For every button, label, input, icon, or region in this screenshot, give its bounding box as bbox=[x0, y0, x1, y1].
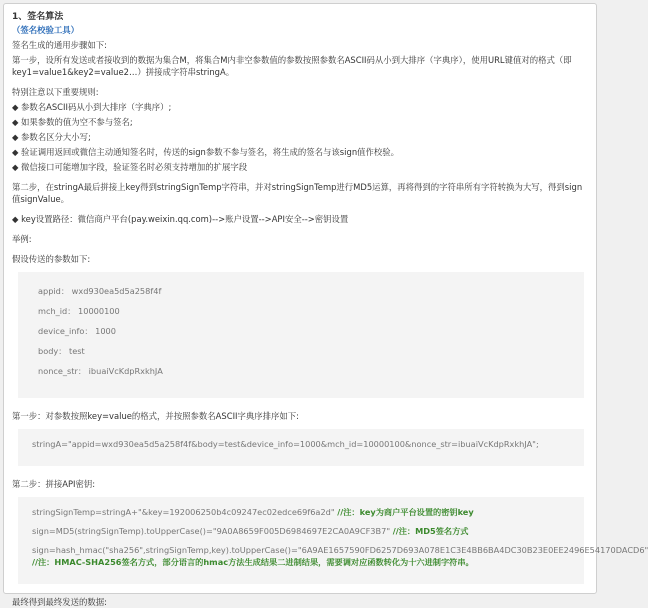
rules-list bbox=[12, 101, 588, 173]
step1-text: 第一步，设所有发送或者接收到的数据为集合M，将集合M内非空参数值的参数按照参数名ASCII码从小到大排序（字典序），使用URL键值对的格式（即key1=value1&key2=value2…）拼接成字符串stringA。 bbox=[12, 55, 572, 77]
example-step1-text: 第一步：对参数按照key=value的格式，并按照参数名ASCII字典序排序如下: bbox=[12, 411, 299, 421]
example-label: 举例: bbox=[12, 234, 32, 244]
param-line: nonce_str： ibuaiVcKdpRxkhJA bbox=[38, 366, 163, 376]
intro-text: 签名生成的通用步骤如下: bbox=[12, 40, 107, 50]
sign-code-box bbox=[18, 497, 648, 584]
section-heading: 1、签名算法 bbox=[12, 12, 64, 22]
signature-tool-link[interactable]: （签名校验工具） bbox=[12, 25, 79, 35]
document-content bbox=[4, 4, 648, 608]
param-line: appid： wxd930ea5d5a258f4f bbox=[38, 286, 162, 296]
rule-item: ◆ 参数名区分大小写; bbox=[12, 132, 91, 142]
code-line: sign=MD5(stringSignTemp).toUpperCase()="9A0A8659F005D6984697E2CA0A9CF3B7" //注：MD5签名方式 bbox=[32, 526, 469, 536]
final-text: 最终得到最终发送的数据: bbox=[12, 597, 107, 607]
rule-item: ◆ 参数名ASCII码从小到大排序（字典序）; bbox=[12, 102, 172, 112]
assume-text: 假设传送的参数如下: bbox=[12, 254, 91, 264]
stringa-box bbox=[18, 429, 584, 466]
key-path-text: ◆ key设置路径：微信商户平台(pay.weixin.qq.com)-->账户设置-->API安全-->密钥设置 bbox=[12, 214, 349, 224]
code-line: sign=hash_hmac("sha256",stringSignTemp,key).toUpperCase()="6A9AE1657590FD6257D693A078E1C3E4BB6BA4DC30B23E0EE2496E54170DACD6" //注：HMAC-SHA256签名方式，部分语言的hmac方法生成结果二进制结果，需要调对应函数转化为十六进制字符串。 bbox=[32, 545, 648, 567]
param-line: mch_id： 10000100 bbox=[38, 306, 120, 316]
code-line: stringSignTemp=stringA+"&key=192006250b4c09247ec02edce69f6a2d" //注：key为商户平台设置的密钥key bbox=[32, 507, 474, 517]
code-note: //注：HMAC-SHA256签名方式，部分语言的hmac方法生成结果二进制结果，需要调对应函数转化为十六进制字符串。 bbox=[32, 557, 474, 567]
param-line: body： test bbox=[38, 346, 85, 356]
code-note: //注：MD5签名方式 bbox=[392, 526, 469, 536]
rule-item: ◆ 如果参数的值为空不参与签名; bbox=[12, 117, 133, 127]
diamond-bullet-icon: ◆ bbox=[12, 162, 19, 172]
params-box bbox=[18, 272, 584, 398]
rules-title: 特别注意以下重要规则: bbox=[12, 87, 99, 97]
diamond-bullet-icon: ◆ bbox=[12, 132, 19, 142]
rule-item: ◆ 微信接口可能增加字段，验证签名时必须支持增加的扩展字段 bbox=[12, 162, 248, 172]
param-line: device_info： 1000 bbox=[38, 326, 116, 336]
rule-item: ◆ 验证调用返回或微信主动通知签名时，传送的sign参数不参与签名，将生成的签名与该sign值作校验。 bbox=[12, 147, 400, 157]
diamond-bullet-icon: ◆ bbox=[12, 147, 19, 157]
document-frame bbox=[3, 3, 648, 607]
diamond-bullet-icon: ◆ bbox=[12, 102, 19, 112]
step2-text: 第二步，在stringA最后拼接上key得到stringSignTemp字符串，并对stringSignTemp进行MD5运算，再将得到的字符串所有字符转换为大写，得到sign值signValue。 bbox=[12, 182, 583, 204]
stringa-code: stringA="appid=wxd930ea5d5a258f4f&body=test&device_info=1000&mch_id=10000100&nonce_str=ibuaiVcKdpRxkhJA"; bbox=[32, 439, 539, 449]
code-note: //注：key为商户平台设置的密钥key bbox=[337, 507, 474, 517]
example-step2-text: 第二步：拼接API密钥: bbox=[12, 479, 96, 489]
diamond-bullet-icon: ◆ bbox=[12, 117, 19, 127]
diamond-bullet-icon: ◆ bbox=[12, 214, 19, 224]
